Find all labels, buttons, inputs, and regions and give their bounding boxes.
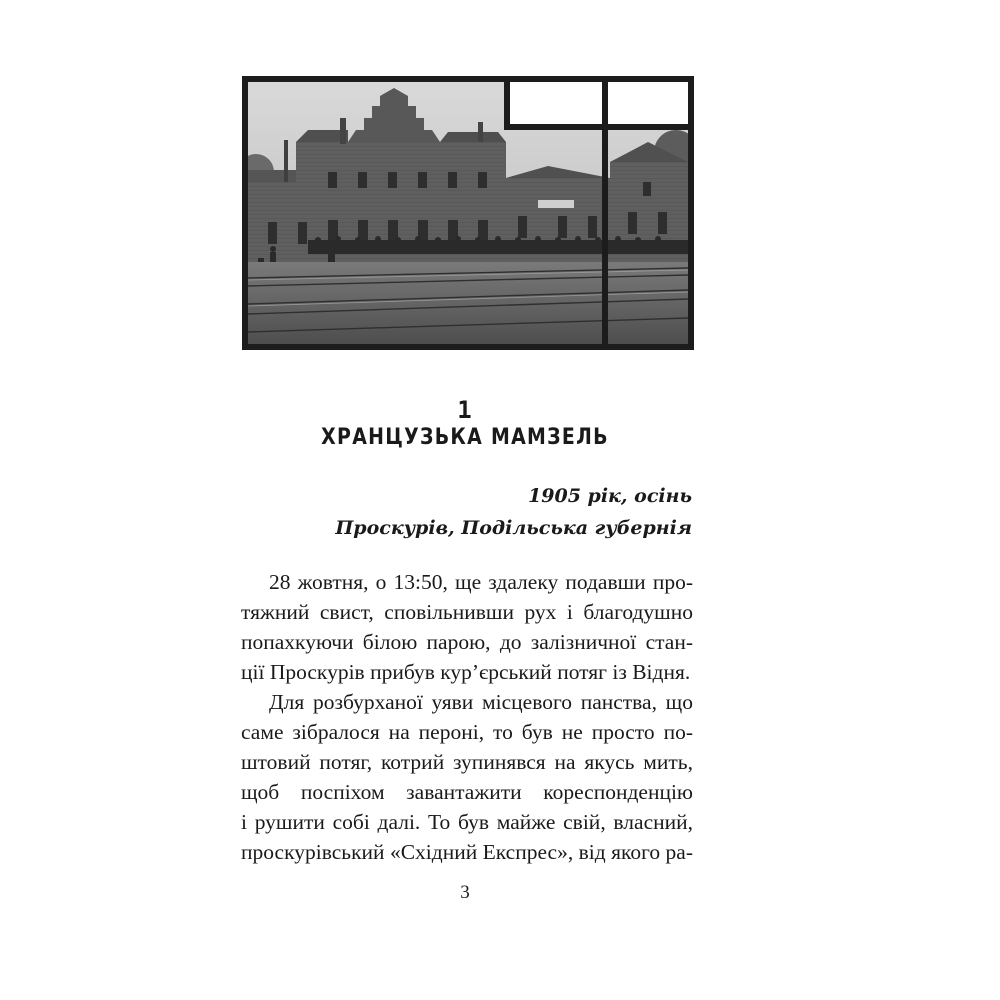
- text-line: попахкуючи білою парою, до залізничної стан-: [241, 630, 693, 654]
- body-text: [241, 567, 693, 867]
- chapter-number: 1: [457, 396, 473, 424]
- frame-line: [504, 124, 694, 130]
- text-line: тяжний свист, сповільнивши рух і благодушно: [241, 600, 693, 624]
- page-number: 3: [460, 882, 470, 903]
- frame-window-2: [608, 82, 688, 124]
- text-line: щоб поспіхом завантажити кореспонденцію: [241, 780, 693, 804]
- photo-frame: [242, 76, 694, 350]
- epigraph-place: Проскурів, Подільська губернія: [335, 517, 692, 539]
- text-line: штовий потяг, котрий зупинявся на якусь мить,: [241, 750, 693, 774]
- epigraph-date: 1905 рік, осінь: [528, 485, 692, 507]
- chapter-title: ХРАНЦУЗЬКА МАМЗЕЛЬ: [321, 425, 609, 450]
- text-line: 28 жовтня, о 13:50, ще здалеку подавши про-: [269, 570, 693, 594]
- text-line: і рушити собі далі. То був майже свій, власний,: [241, 810, 693, 834]
- chapter-epigraph: [335, 480, 692, 544]
- text-line: Для розбурханої уяви місцевого панства, що: [269, 690, 693, 714]
- frame-line: [504, 76, 510, 130]
- text-line: ції Проскурів прибув кур’єрський потяг із Відня.: [241, 660, 691, 684]
- frame-line: [602, 76, 608, 350]
- frame-window-1: [510, 82, 602, 124]
- text-line: саме зібралося на пероні, то був не просто по-: [241, 720, 693, 744]
- text-line: проскурівський «Східний Експрес», від якого ра-: [241, 840, 693, 864]
